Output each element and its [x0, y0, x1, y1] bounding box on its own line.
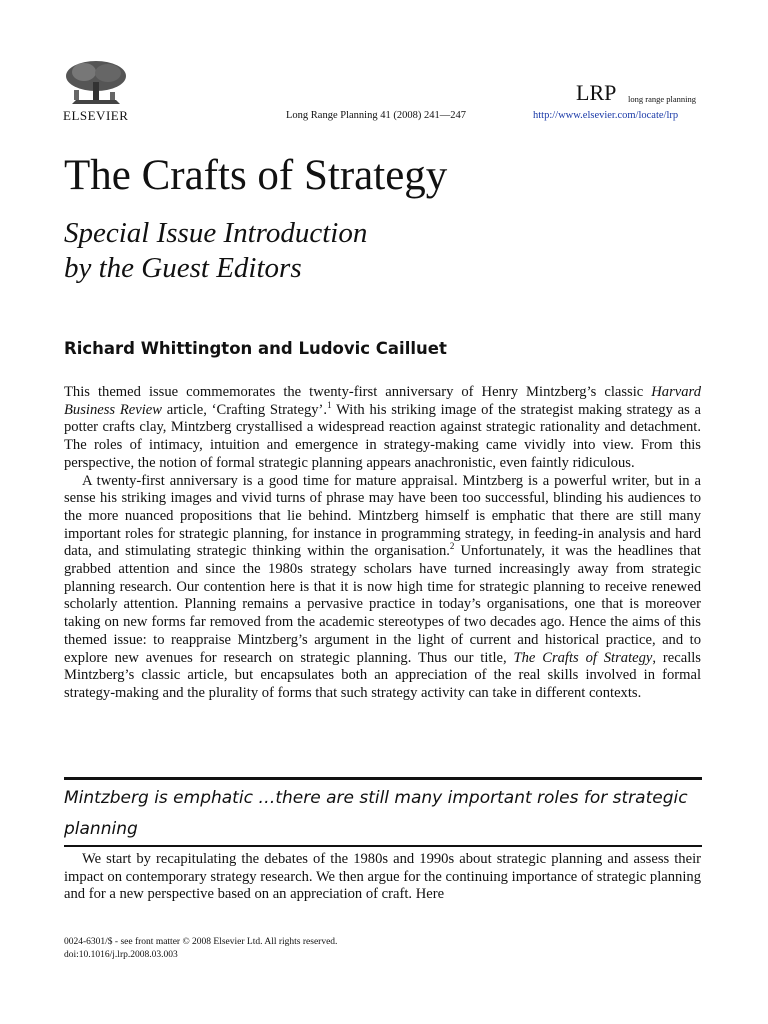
subtitle-line-2: by the Guest Editors: [64, 252, 302, 284]
journal-url-link[interactable]: http://www.elsevier.com/locate/lrp: [533, 110, 679, 121]
body-text-lower: [64, 851, 701, 904]
p1-text-2: article, ‘Crafting Strategy’.: [162, 401, 328, 418]
article-authors: Richard Whittington and Ludovic Cailluet: [64, 339, 447, 358]
tree-icon: [64, 60, 128, 108]
article-title: The Crafts of Strategy: [64, 152, 448, 199]
journal-logo-text: LRP: [576, 80, 617, 105]
journal-citation: Long Range Planning 41 (2008) 241—247: [286, 110, 466, 121]
copyright-footer: [64, 936, 337, 962]
body-text-upper: [64, 384, 701, 703]
footnote-marker-1[interactable]: 1: [327, 399, 332, 410]
paragraph-3: We start by recapitulating the debates of the 1980s and 1990s about strategic planning and assess their impact on contemporary strategy research. We then argue for the continuing importance of strategic planning and for a new perspective based on an appreciation of craft. Here: [64, 851, 701, 903]
journal-full-name: long range planning: [628, 94, 696, 104]
paragraph-2: [64, 473, 701, 703]
copyright-line: 0024-6301/$ - see front matter © 2008 Elsevier Ltd. All rights reserved.: [64, 937, 338, 947]
p1-text-1: This themed issue commemorates the twenty-first anniversary of Henry Mintzberg’s classic: [64, 384, 652, 400]
p1-journal-title: Harvard Business Review: [64, 384, 701, 418]
p1-text-3: With his striking image of the strategist making strategy as a potter crafts clay, Mintzberg crystallised a widespread reaction against strategic rationality and detachment. The roles of intimacy, intuition and emergence in strategy-making came vividly into view. From this perspective, the notion of formal strategic planning appears anachronistic, even faintly ridiculous.: [64, 401, 702, 471]
paragraph-1: [64, 384, 701, 473]
publisher-name: ELSEVIER: [63, 108, 129, 123]
p2-text-1: A twenty-first anniversary is a good time for mature appraisal. Mintzberg is a powerful writer, but in a sense his striking images and vivid turns of phrase may have been too successful, blinding his audiences to the more nuanced propositions that lie behind. Mintzberg himself is emphatic that there are still many important roles for strategic planning, for instance in programming strategy, in feeding-in analysis and hard data, and stimulating strategic thinking within the organisation.: [64, 472, 701, 560]
footnote-marker-2[interactable]: 2: [449, 541, 455, 552]
pull-quote: Mintzberg is emphatic …there are still many important roles for strategic planning: [64, 788, 688, 839]
subtitle-line-1: Special Issue Introduction: [64, 217, 368, 249]
pull-quote-bottom-rule: [64, 845, 702, 847]
pull-quote-top-rule: [64, 777, 702, 780]
doi-line: doi:10.1016/j.lrp.2008.03.003: [64, 950, 178, 960]
p2-title-reference: The Crafts of Strategy: [513, 649, 653, 666]
p2-text-2: Unfortunately, it was the headlines that grabbed attention and since the 1980s strategy scholars have turned increasingly away from strategic planning research. Our contention here is that it is now high time for strategic planning to receive renewed scholarly attention. Planning remains a pervasive practice in today’s organisations, one that is moreover taking on new forms far removed from the academic stereotypes of two decades ago. Hence the aims of this themed issue: to reappraise Mintzberg’s argument in the light of current and historical practice, and to explore new avenues for research on strategic planning. Thus our title,: [64, 543, 701, 666]
p2-text-3: , recalls Mintzberg’s classic article, but encapsulates both an appreciation of the real skills involved in formal strategy-making and the plurality of forms that such strategy activity can take in different contexts.: [64, 649, 701, 701]
article-subtitle: [64, 216, 367, 286]
